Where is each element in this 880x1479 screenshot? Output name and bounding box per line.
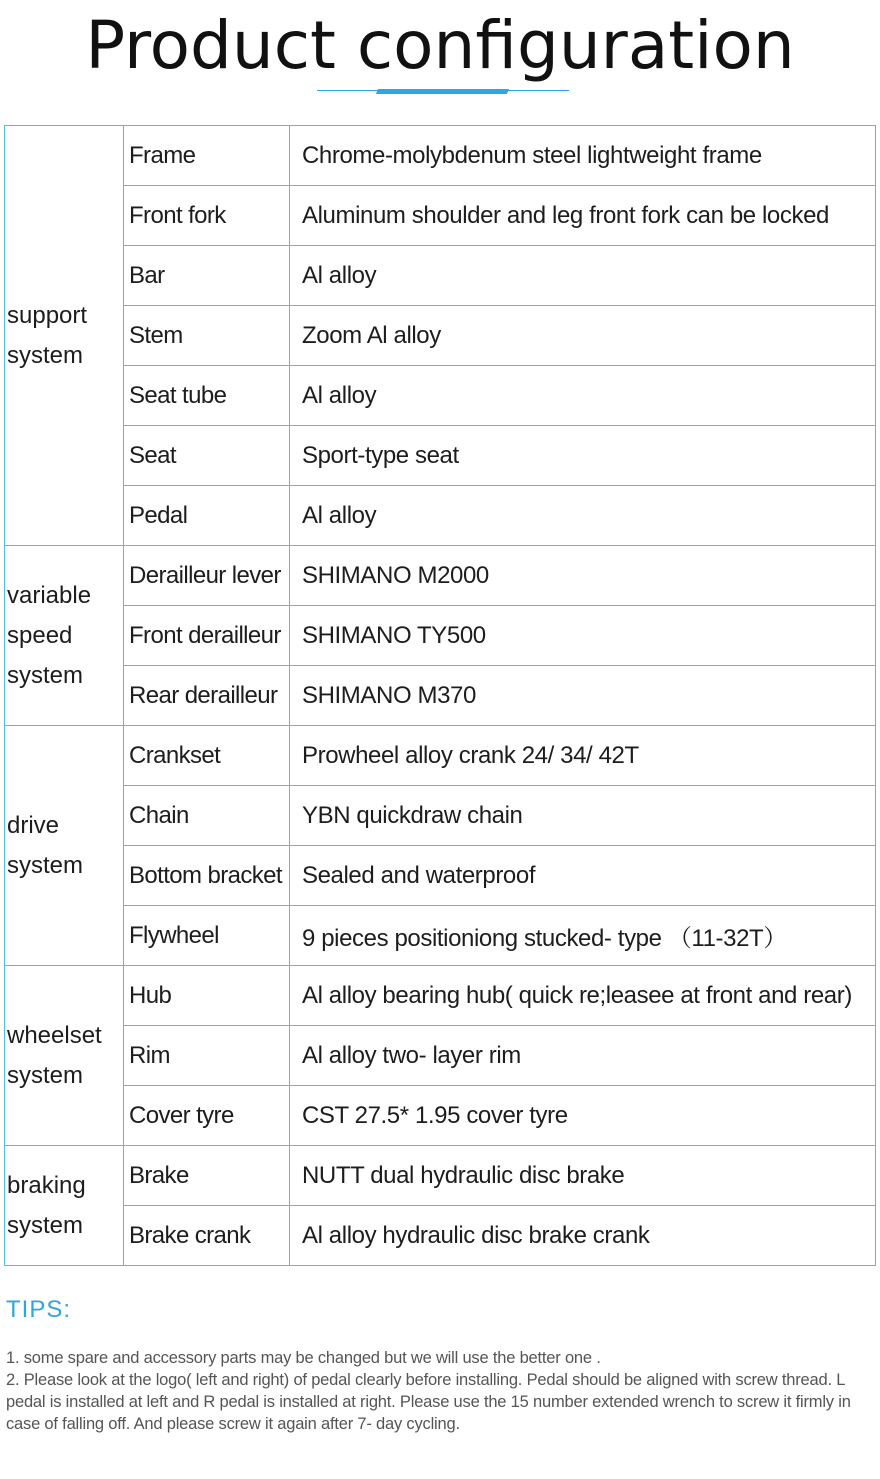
table-row bbox=[5, 786, 876, 846]
table-row bbox=[5, 1026, 876, 1086]
configuration-table-body bbox=[5, 126, 876, 1266]
part-name: Cover tyre bbox=[124, 1086, 290, 1146]
part-spec: Al alloy hydraulic disc brake crank bbox=[290, 1206, 876, 1266]
tip-line: 2. Please look at the logo( left and right) of pedal clearly before installing. Pedal should be aligned with screw thread. L pedal is installed at left and R pedal is installed at right. Please use the 15 number extended wrench to screw it firmly in case of falling off. And please screw it again after 7- day cycling. bbox=[6, 1371, 851, 1433]
part-name: Crankset bbox=[124, 726, 290, 786]
table-row bbox=[5, 546, 876, 606]
part-spec: NUTT dual hydraulic disc brake bbox=[290, 1146, 876, 1206]
group-label: drive system bbox=[5, 726, 124, 966]
part-spec: CST 27.5* 1.95 cover tyre bbox=[290, 1086, 876, 1146]
part-name: Derailleur lever bbox=[124, 546, 290, 606]
table-row bbox=[5, 726, 876, 786]
table-row bbox=[5, 906, 876, 966]
table-row bbox=[5, 1146, 876, 1206]
table-row bbox=[5, 666, 876, 726]
part-spec: Sealed and waterproof bbox=[290, 846, 876, 906]
part-spec: Prowheel alloy crank 24/ 34/ 42T bbox=[290, 726, 876, 786]
part-spec: Aluminum shoulder and leg front fork can be locked bbox=[290, 186, 876, 246]
title-underline-accent bbox=[376, 89, 509, 94]
part-name: Chain bbox=[124, 786, 290, 846]
table-row bbox=[5, 186, 876, 246]
part-name: Bottom bracket bbox=[124, 846, 290, 906]
part-spec: Al alloy two- layer rim bbox=[290, 1026, 876, 1086]
table-row bbox=[5, 306, 876, 366]
table-row bbox=[5, 126, 876, 186]
part-name: Seat bbox=[124, 426, 290, 486]
group-label: wheelset system bbox=[5, 966, 124, 1146]
tips-text bbox=[6, 1347, 878, 1435]
group-label: braking system bbox=[5, 1146, 124, 1266]
part-spec: SHIMANO M2000 bbox=[290, 546, 876, 606]
group-label: variable speed system bbox=[5, 546, 124, 726]
part-spec: Al alloy bbox=[290, 246, 876, 306]
tips-heading: TIPS: bbox=[6, 1296, 72, 1323]
part-name: Hub bbox=[124, 966, 290, 1026]
table-row bbox=[5, 366, 876, 426]
part-name: Brake bbox=[124, 1146, 290, 1206]
part-spec: 9 pieces positioniong stucked- type （11-32T） bbox=[290, 906, 876, 966]
part-spec: Al alloy bbox=[290, 366, 876, 426]
part-name: Front fork bbox=[124, 186, 290, 246]
part-name: Rear derailleur bbox=[124, 666, 290, 726]
part-name: Brake crank bbox=[124, 1206, 290, 1266]
part-name: Seat tube bbox=[124, 366, 290, 426]
part-name: Front derailleur bbox=[124, 606, 290, 666]
tip-line: 1. some spare and accessory parts may be changed but we will use the better one . bbox=[6, 1349, 601, 1367]
table-row bbox=[5, 1206, 876, 1266]
part-spec: Chrome-molybdenum steel lightweight frame bbox=[290, 126, 876, 186]
part-spec: Sport-type seat bbox=[290, 426, 876, 486]
part-name: Bar bbox=[124, 246, 290, 306]
part-name: Flywheel bbox=[124, 906, 290, 966]
table-row bbox=[5, 246, 876, 306]
part-spec: Al alloy bearing hub( quick re;leasee at front and rear) bbox=[290, 966, 876, 1026]
group-label: support system bbox=[5, 126, 124, 546]
table-row bbox=[5, 606, 876, 666]
part-spec: YBN quickdraw chain bbox=[290, 786, 876, 846]
part-name: Rim bbox=[124, 1026, 290, 1086]
part-spec: SHIMANO TY500 bbox=[290, 606, 876, 666]
part-name: Stem bbox=[124, 306, 290, 366]
part-spec: SHIMANO M370 bbox=[290, 666, 876, 726]
part-name: Pedal bbox=[124, 486, 290, 546]
table-row bbox=[5, 966, 876, 1026]
table-row bbox=[5, 846, 876, 906]
configuration-table bbox=[4, 125, 876, 1266]
part-spec: Zoom Al alloy bbox=[290, 306, 876, 366]
table-row bbox=[5, 1086, 876, 1146]
table-row bbox=[5, 426, 876, 486]
part-spec: Al alloy bbox=[290, 486, 876, 546]
part-name: Frame bbox=[124, 126, 290, 186]
table-row bbox=[5, 486, 876, 546]
page-title: Product configuration bbox=[85, 7, 795, 84]
